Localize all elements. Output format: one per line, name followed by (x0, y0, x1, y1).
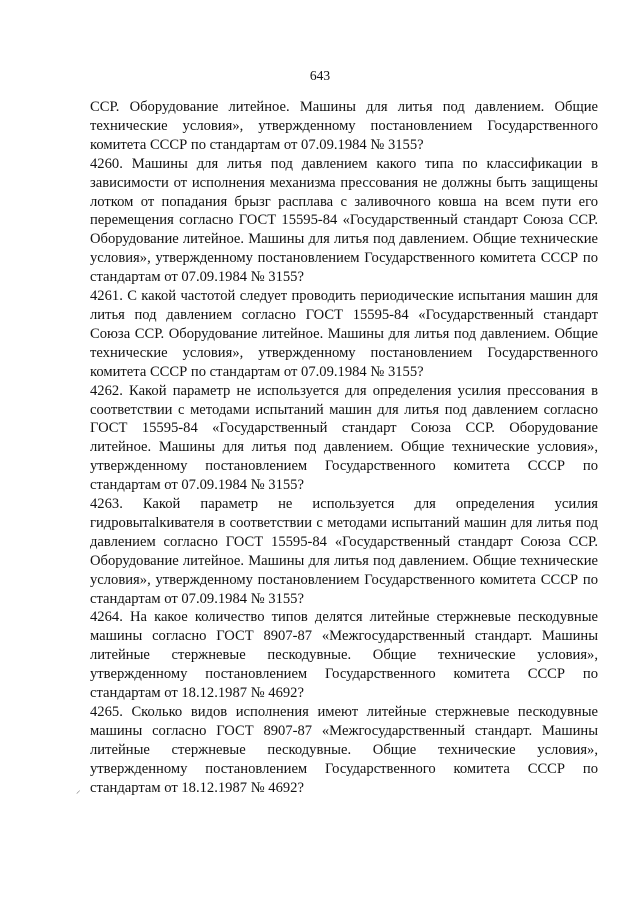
paragraph-4262: 4262. Какой параметр не используется для определения усилия прессования в соответствии с методами испытаний машин для литья под давлением согласно ГОСТ 15595-84 «Государственный стандарт Союза ССР. Оборудование литейное. Машины для литья под давлением. Общие технические условия», утвержденному постановлением Государственного комитета СССР по стандартам от 07.09.1984 № 3155? (90, 382, 598, 494)
pen-mark-icon: ⸝ (76, 786, 81, 796)
paragraph-4265: 4265. Сколько видов исполнения имеют литейные стержневые пескодувные машины согласно ГОСТ 8907-87 «Межгосударственный стандарт. Машины литейные стержневые пескодувные. Общие технические условия», утвержденному постановлением Государственного комитета СССР по стандартам от 18.12.1987 № 4692? (90, 704, 598, 796)
page-number: 643 (309, 68, 331, 83)
paragraph-4261: 4261. С какой частотой следует проводить периодические испытания машин для литья под давлением согласно ГОСТ 15595-84 «Государственный стандарт Союза ССР. Оборудование литейное. Машины для литья под давлением. Общие технические условия», утвержденному постановлением Государственного комитета СССР по стандартам от 07.09.1984 № 3155? (90, 288, 598, 380)
paragraph-4264: 4264. На какое количество типов делятся литейные стержневые пескодувные машины согласно ГОСТ 8907-87 «Межгосударственный стандарт. Машины литейные стержневые пескодувные. Общие технические условия», утвержденному постановлением Государственного комитета СССР по стандартам от 18.12.1987 № 4692? (90, 609, 598, 702)
paragraph-4260: 4260. Машины для литья под давлением какого типа по классификации в зависимости от исполнения механизма прессования не должны быть защищены лотком от попадания брызг расплава с заливочного ковша на всем пути его перемещения согласно ГОСТ 15595-84 «Государственный стандарт Союза ССР. Оборудование литейное. Машины для литья под давлением. Общие технические условия», утвержденному постановлением Государственного комитета СССР по стандартам от 07.09.1984 № 3155? (90, 155, 598, 286)
paragraph-4263: 4263. Какой параметр не используется для определения усилия гидровытalкивателя в соответствии с методами испытаний машин для литья под давлением согласно ГОСТ 15595-84 «Государственный стандарт Союза ССР. Оборудование литейное. Машины для литья под давлением. Общие технические условия», утвержденному постановлением Государственного комитета СССР по стандартам от 07.09.1984 № 3155? (90, 496, 598, 607)
document-body (90, 98, 598, 798)
paragraph-continuation: ССР. Оборудование литейное. Машины для литья под давлением. Общие технические условия», утвержденному постановлением Государственного комитета СССР по стандартам от 07.09.1984 № 3155? (90, 99, 598, 153)
